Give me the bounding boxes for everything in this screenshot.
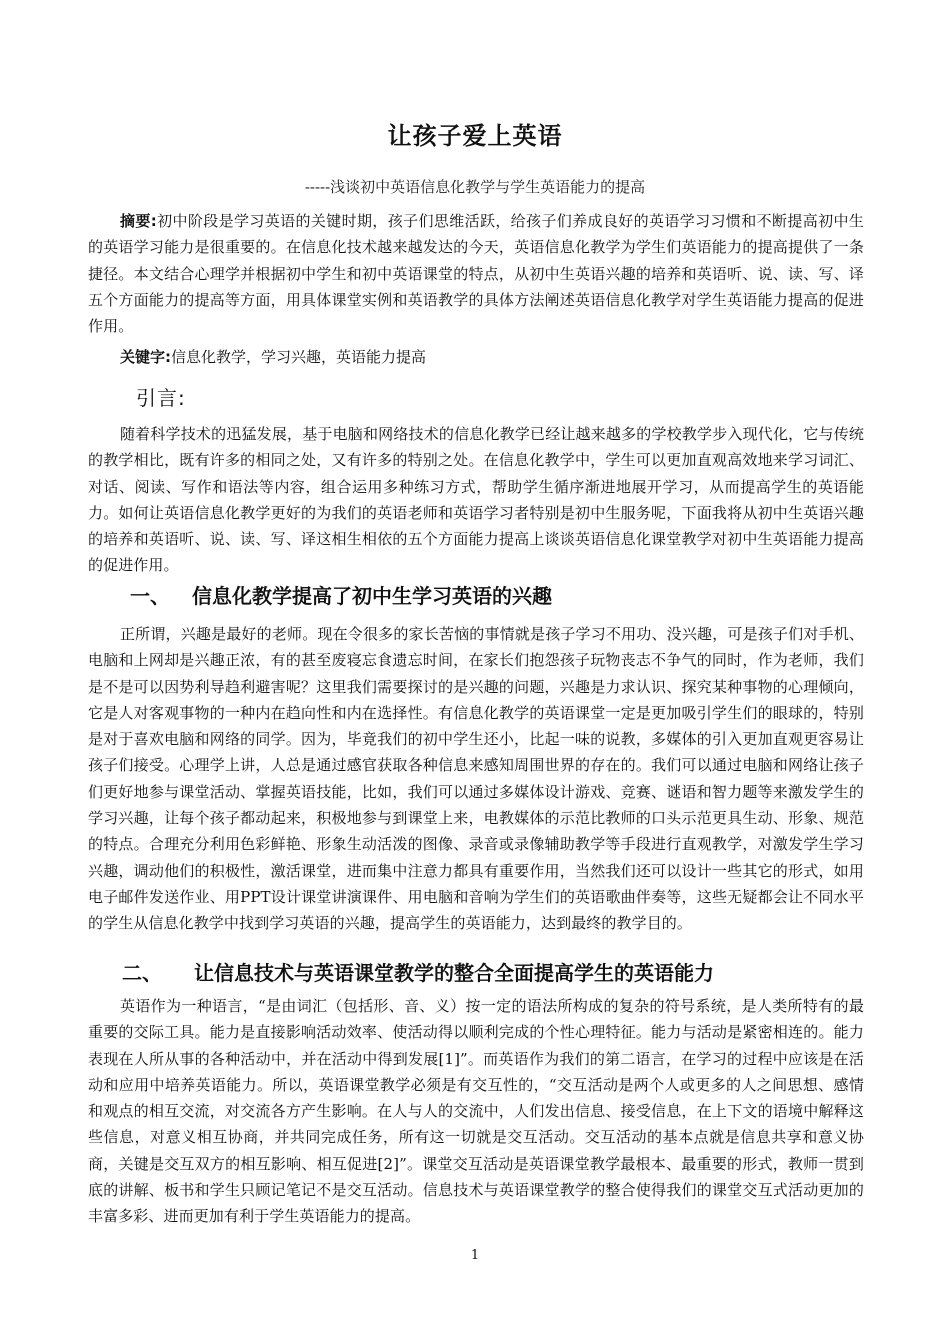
section-2-title: 让信息技术与英语课堂教学的整合全面提高学生的英语能力 <box>194 961 714 985</box>
section-2-heading <box>122 957 714 986</box>
section-1-title: 信息化教学提高了初中生学习英语的兴趣 <box>192 584 552 608</box>
document-subtitle: -----浅谈初中英语信息化教学与学生英语能力的提高 <box>304 178 646 196</box>
intro-heading: 引言: <box>136 386 186 410</box>
page-number: 1 <box>470 1248 480 1263</box>
abstract-text: 初中阶段是学习英语的关键时期，孩子们思维活跃，给孩子们养成良好的英语学习习惯和不断提高初中生的英语学习能力是很重要的。在信息化技术越来越发达的今天，英语信息化教学为学生们英语能力的提高提供了一条捷径。本文结合心理学并根据初中学生和初中英语课堂的特点，从初中生英语兴趣的培养和英语听、说、读、写、译五个方面能力的提高等方面，用具体课堂实例和英语教学的具体方法阐述英语信息化教学对学生英语能力提高的促进作用。 <box>88 212 864 336</box>
keywords-label: 关键字: <box>120 348 171 366</box>
document-title: 让孩子爱上英语 <box>387 122 563 150</box>
section-2-paragraph: 英语作为一种语言，“是由词汇（包括形、音、义）按一定的语法所构成的复杂的符号系统，是人类所特有的最重要的交际工具。能力是直接影响活动效率、使活动得以顺利完成的个性心理特征。能力与活动是紧密相连的。能力表现在人所从事的各种活动中，并在活动中得到发展[1]”。而英语作为我们的第二语言，在学习的过程中应该是在活动和应用中培养英语能力。所以，英语课堂教学必须是有交互性的，“交互活动是两个人或更多的人之间思想、感情和观点的相互交流，对交流各方产生影响。在人与人的交流中，人们发出信息、接受信息，在上下文的语境中解释这些信息，对意义相互协商，并共同完成任务，所有这一切就是交互活动。交互活动的基本点就是信息共享和意义协商，关键是交互双方的相互影响、相互促进[2]”。课堂交互活动是英语课堂教学最根本、最重要的形式，教师一贯到底的讲解、板书和学生只顾记笔记不是交互活动。信息技术与英语课堂教学的整合使得我们的课堂交互式活动更加的丰富多彩、进而更加有利于学生英语能力的提高。 <box>88 997 864 1226</box>
section-1-paragraph: 正所谓，兴趣是最好的老师。现在令很多的家长苦恼的事情就是孩子学习不用功、没兴趣，可是孩子们对手机、电脑和上网却是兴趣正浓，有的甚至废寝忘食遗忘时间，在家长们抱怨孩子玩物丧志不争气的同时，作为老师，我们是不是可以因势利导趋利避害呢？这里我们需要探讨的是兴趣的问题，兴趣是力求认识、探究某种事物的心理倾向，它是人对客观事物的一种内在趋向性和内在选择性。有信息化教学的英语课堂一定是更加吸引学生们的眼球的，特别是对于喜欢电脑和网络的同学。因为，毕竟我们的初中学生还小，比起一味的说教，多媒体的引入更加直观更容易让孩子们接受。心理学上讲，人总是通过感官获取各种信息来感知周围世界的存在的。我们可以通过电脑和网络让孩子们更好地参与课堂活动、掌握英语技能，比如，我们可以通过多媒体设计游戏、竞赛、谜语和智力题等来激发学生的学习兴趣，让每个孩子都动起来，积极地参与到课堂上来，电教媒体的示范比教师的口头示范更具生动、形象、规范的特点。合理充分利用色彩鲜艳、形象生动活泼的图像、录音或录像辅助教学等手段进行直观教学，对激发学生学习兴趣，调动他们的积极性，激活课堂，进而集中注意力都具有重要作用，当然我们还可以设计一些其它的形式，如用电子邮件发送作业、用PPT设计课堂讲演课件、用电脑和音响为学生们的英语歌曲伴奏等，这些无疑都会让不同水平的学生从信息化教学中找到学习英语的兴趣，提高学生的英语能力，达到最终的教学目的。 <box>88 625 864 933</box>
section-2-number: 二、 <box>122 961 162 985</box>
abstract-label: 摘要: <box>120 212 157 230</box>
section-1-heading <box>130 580 552 609</box>
abstract-paragraph <box>88 208 864 339</box>
keywords-text: 信息化教学，学习兴趣，英语能力提高 <box>171 348 427 366</box>
section-1-number: 一、 <box>130 584 170 608</box>
intro-paragraph: 随着科学技术的迅猛发展，基于电脑和网络技术的信息化教学已经让越来越多的学校教学步入现代化，它与传统的教学相比，既有许多的相同之处，又有许多的特别之处。在信息化教学中，学生可以更加直观高效地来学习词汇、对话、阅读、写作和语法等内容，组合运用多种练习方式，帮助学生循序渐进地展开学习，从而提高学生的英语能力。如何让英语信息化教学更好的为我们的英语老师和英语学习者特别是初中生服务呢，下面我将从初中生英语兴趣的培养和英语听、说、读、写、译这相生相依的五个方面能力提高上谈谈英语信息化课堂教学对初中生英语能力提高的促进作用。 <box>88 425 864 575</box>
keywords-line <box>120 346 426 367</box>
